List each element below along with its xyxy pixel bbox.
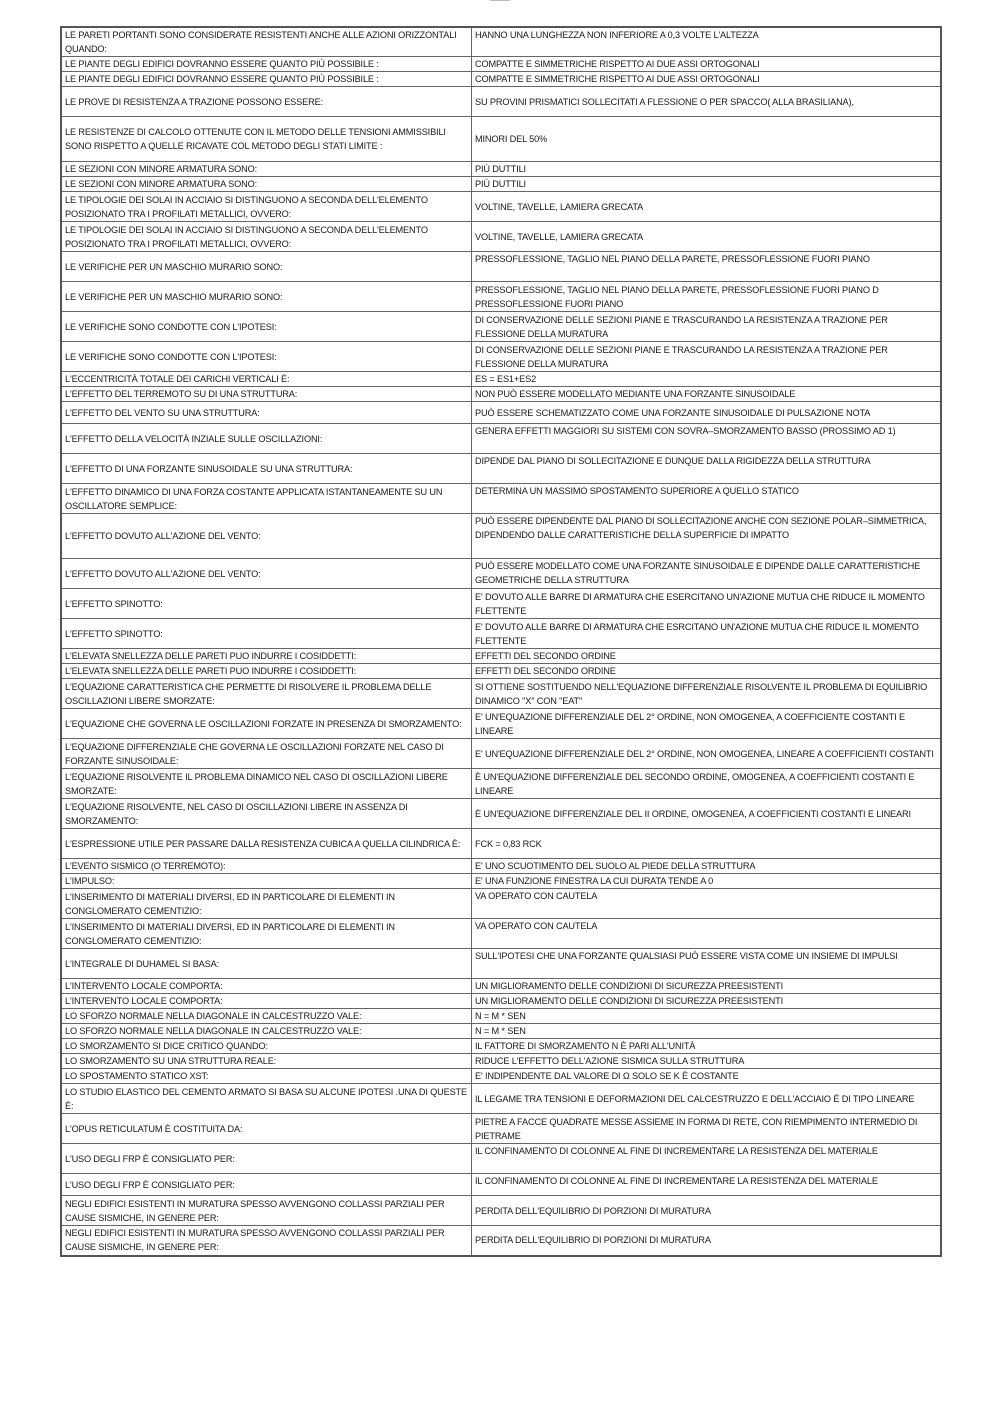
- table-row: [61, 222, 941, 252]
- answer-cell: E' INDIPENDENTE DAL VALORE DI Ω SOLO SE K È COSTANTE: [472, 1069, 942, 1084]
- question-cell: L'INTEGRALE DI DUHAMEL SI BASA:: [61, 949, 472, 979]
- table-row: [61, 312, 941, 342]
- table-row: [61, 769, 941, 799]
- question-cell: L'ELEVATA SNELLEZZA DELLE PARETI PUO INDURRE I COSIDDETTI:: [61, 649, 472, 664]
- table-row: [61, 177, 941, 192]
- table-row: [61, 1039, 941, 1054]
- table-row: [61, 859, 941, 874]
- table-row: [61, 649, 941, 664]
- answer-cell: HANNO UNA LUNGHEZZA NON INFERIORE A 0,3 VOLTE L'ALTEZZA: [472, 27, 942, 57]
- question-cell: L'ESPRESSIONE UTILE PER PASSARE DALLA RESISTENZA CUBICA A QUELLA CILINDRICA È:: [61, 829, 472, 859]
- question-cell: NEGLI EDIFICI ESISTENTI IN MURATURA SPESSO AVVENGONO COLLASSI PARZIALI PER CAUSE SISMICHE, IN GENERE PER:: [61, 1196, 472, 1226]
- answer-cell: VOLTINE, TAVELLE, LAMIERA GRECATA: [472, 222, 942, 252]
- table-row: [61, 282, 941, 312]
- table-row: [61, 372, 941, 387]
- answer-cell: PRESSOFLESSIONE, TAGLIO NEL PIANO DELLA PARETE, PRESSOFLESSIONE FUORI PIANO: [472, 252, 942, 282]
- table-row: [61, 739, 941, 769]
- question-cell: L'INSERIMENTO DI MATERIALI DIVERSI, ED IN PARTICOLARE DI ELEMENTI IN CONGLOMERATO CEMENTIZIO:: [61, 889, 472, 919]
- answer-cell: SULL'IPOTESI CHE UNA FORZANTE QUALSIASI PUÒ ESSERE VISTA COME UN INSIEME DI IMPULSI: [472, 949, 942, 979]
- table-row: [61, 589, 941, 619]
- question-cell: L'EFFETTO DOVUTO ALL'AZIONE DEL VENTO:: [61, 514, 472, 559]
- answer-cell: IL FATTORE DI SMORZAMENTO N È PARI ALL'UNITÀ: [472, 1039, 942, 1054]
- question-cell: LE SEZIONI CON MINORE ARMATURA SONO:: [61, 162, 472, 177]
- question-cell: L'EFFETTO SPINOTTO:: [61, 589, 472, 619]
- table-row: [61, 72, 941, 87]
- table-row: [61, 484, 941, 514]
- table-row: [61, 57, 941, 72]
- question-cell: L'IMPULSO:: [61, 874, 472, 889]
- question-cell: L'EFFETTO DEL VENTO SU UNA STRUTTURA:: [61, 402, 472, 424]
- question-cell: LO STUDIO ELASTICO DEL CEMENTO ARMATO SI BASA SU ALCUNE IPOTESI .UNA DI QUESTE È:: [61, 1084, 472, 1114]
- table-row: [61, 424, 941, 454]
- question-cell: L'EQUAZIONE DIFFERENZIALE CHE GOVERNA LE OSCILLAZIONI FORZATE NEL CASO DI FORZANTE SINUSOIDALE:: [61, 739, 472, 769]
- question-cell: L'EQUAZIONE CARATTERISTICA CHE PERMETTE DI RISOLVERE IL PROBLEMA DELLE OSCILLAZIONI LIBERE SMORZATE:: [61, 679, 472, 709]
- table-row: [61, 709, 941, 739]
- question-cell: LO SMORZAMENTO SI DICE CRITICO QUANDO:: [61, 1039, 472, 1054]
- answer-cell: PERDITA DELL'EQUILIBRIO DI PORZIONI DI MURATURA: [472, 1196, 942, 1226]
- answer-cell: DI CONSERVAZIONE DELLE SEZIONI PIANE E TRASCURANDO LA RESISTENZA A TRAZIONE PER FLESSIONE DELLA MURATURA: [472, 342, 942, 372]
- answer-cell: ES = ES1+ES2: [472, 372, 942, 387]
- question-cell: L'USO DEGLI FRP È CONSIGLIATO PER:: [61, 1144, 472, 1174]
- answer-cell: UN MIGLIORAMENTO DELLE CONDIZIONI DI SICUREZZA PREESISTENTI: [472, 979, 942, 994]
- answer-cell: MINORI DEL 50%: [472, 117, 942, 162]
- answer-cell: È UN'EQUAZIONE DIFFERENZIALE DEL SECONDO ORDINE, OMOGENEA, A COEFFICIENTI COSTANTI E LINEARE: [472, 769, 942, 799]
- table-row: [61, 1054, 941, 1069]
- answer-cell: SU PROVINI PRISMATICI SOLLECITATI A FLESSIONE O PER SPACCO( ALLA BRASILIANA),: [472, 87, 942, 117]
- table-row: [61, 1174, 941, 1196]
- answer-cell: PIETRE A FACCE QUADRATE MESSE ASSIEME IN FORMA DI RETE, CON RIEMPIMENTO INTERMEDIO DI PIETRAME: [472, 1114, 942, 1144]
- table-row: [61, 252, 941, 282]
- page-header-mark: [490, 0, 510, 4]
- question-cell: L'EFFETTO DINAMICO DI UNA FORZA COSTANTE APPLICATA ISTANTANEAMENTE SU UN OSCILLATORE SEMPLICE:: [61, 484, 472, 514]
- table-row: [61, 1024, 941, 1039]
- table-row: [61, 979, 941, 994]
- table-row: [61, 619, 941, 649]
- answer-cell: E' UNO SCUOTIMENTO DEL SUOLO AL PIEDE DELLA STRUTTURA: [472, 859, 942, 874]
- question-cell: LE SEZIONI CON MINORE ARMATURA SONO:: [61, 177, 472, 192]
- answer-cell: PIÙ DUTTILI: [472, 162, 942, 177]
- table-row: [61, 1114, 941, 1144]
- question-cell: L'ECCENTRICITÀ TOTALE DEI CARICHI VERTICALI È:: [61, 372, 472, 387]
- question-cell: L'EQUAZIONE CHE GOVERNA LE OSCILLAZIONI FORZATE IN PRESENZA DI SMORZAMENTO:: [61, 709, 472, 739]
- question-cell: LE TIPOLOGIE DEI SOLAI IN ACCIAIO SI DISTINGUONO A SECONDA DELL'ELEMENTO POSIZIONATO TRA I PROFILATI METALLICI, OVVERO:: [61, 192, 472, 222]
- answer-cell: IL CONFINAMENTO DI COLONNE AL FINE DI INCREMENTARE LA RESISTENZA DEL MATERIALE: [472, 1174, 942, 1196]
- table-row: [61, 1084, 941, 1114]
- answer-cell: COMPATTE E SIMMETRICHE RISPETTO AI DUE ASSI ORTOGONALI: [472, 72, 942, 87]
- question-cell: LE PROVE DI RESISTENZA A TRAZIONE POSSONO ESSERE:: [61, 87, 472, 117]
- answer-cell: PUÒ ESSERE SCHEMATIZZATO COME UNA FORZANTE SINUSOIDALE DI PULSAZIONE NOTA: [472, 402, 942, 424]
- answer-cell: GENERA EFFETTI MAGGIORI SU SISTEMI CON SOVRA–SMORZAMENTO BASSO (PROSSIMO AD 1): [472, 424, 942, 454]
- table-row: [61, 454, 941, 484]
- question-cell: LE PIANTE DEGLI EDIFICI DOVRANNO ESSERE QUANTO PIÙ POSSIBILE :: [61, 57, 472, 72]
- answer-cell: COMPATTE E SIMMETRICHE RISPETTO AI DUE ASSI ORTOGONALI: [472, 57, 942, 72]
- answer-cell: E' UN'EQUAZIONE DIFFERENZIALE DEL 2° ORDINE, NON OMOGENEA, LINEARE A COEFFICIENTI COSTANTI: [472, 739, 942, 769]
- answer-cell: EFFETTI DEL SECONDO ORDINE: [472, 664, 942, 679]
- table-row: [61, 342, 941, 372]
- answer-cell: RIDUCE L'EFFETTO DELL'AZIONE SISMICA SULLA STRUTTURA: [472, 1054, 942, 1069]
- answer-cell: DETERMINA UN MASSIMO SPOSTAMENTO SUPERIORE A QUELLO STATICO: [472, 484, 942, 514]
- table-row: [61, 1069, 941, 1084]
- table-row: [61, 514, 941, 559]
- answer-cell: EFFETTI DEL SECONDO ORDINE: [472, 649, 942, 664]
- table-row: [61, 664, 941, 679]
- question-cell: L'EFFETTO DELLA VELOCITÀ INZIALE SULLE OSCILLAZIONI:: [61, 424, 472, 454]
- question-cell: LO SFORZO NORMALE NELLA DIAGONALE IN CALCESTRUZZO VALE:: [61, 1024, 472, 1039]
- table-row: [61, 994, 941, 1009]
- answer-cell: NON PUÒ ESSERE MODELLATO MEDIANTE UNA FORZANTE SINUSOIDALE: [472, 387, 942, 402]
- answer-cell: PUÒ ESSERE DIPENDENTE DAL PIANO DI SOLLECITAZIONE ANCHE CON SEZIONE POLAR–SIMMETRICA, DIPENDENDO DALLE CARATTERISTICHE DELLA SUPERFICIE DI IMPATTO: [472, 514, 942, 559]
- question-cell: LO SFORZO NORMALE NELLA DIAGONALE IN CALCESTRUZZO VALE:: [61, 1009, 472, 1024]
- answer-cell: N = M * SEN: [472, 1024, 942, 1039]
- table-row: [61, 402, 941, 424]
- question-cell: L'OPUS RETICULATUM È COSTITUITA DA:: [61, 1114, 472, 1144]
- question-cell: L'INSERIMENTO DI MATERIALI DIVERSI, ED IN PARTICOLARE DI ELEMENTI IN CONGLOMERATO CEMENTIZIO:: [61, 919, 472, 949]
- question-cell: LE VERIFICHE PER UN MASCHIO MURARIO SONO:: [61, 252, 472, 282]
- answer-cell: PIÙ DUTTILI: [472, 177, 942, 192]
- question-cell: LE PIANTE DEGLI EDIFICI DOVRANNO ESSERE QUANTO PIÙ POSSIBILE :: [61, 72, 472, 87]
- table-row: [61, 1144, 941, 1174]
- table-row: [61, 829, 941, 859]
- answer-cell: UN MIGLIORAMENTO DELLE CONDIZIONI DI SICUREZZA PREESISTENTI: [472, 994, 942, 1009]
- answer-cell: PRESSOFLESSIONE, TAGLIO NEL PIANO DELLA PARETE, PRESSOFLESSIONE FUORI PIANO D PRESSOFLESSIONE FUORI PIANO: [472, 282, 942, 312]
- question-cell: LE PARETI PORTANTI SONO CONSIDERATE RESISTENTI ANCHE ALLE AZIONI ORIZZONTALI QUANDO:: [61, 27, 472, 57]
- table-row: [61, 1226, 941, 1256]
- table-row: [61, 559, 941, 589]
- question-cell: NEGLI EDIFICI ESISTENTI IN MURATURA SPESSO AVVENGONO COLLASSI PARZIALI PER CAUSE SISMICHE, IN GENERE PER:: [61, 1226, 472, 1256]
- table-row: [61, 919, 941, 949]
- answer-cell: È UN'EQUAZIONE DIFFERENZIALE DEL II ORDINE, OMOGENEA, A COEFFICIENTI COSTANTI E LINEARI: [472, 799, 942, 829]
- table-row: [61, 87, 941, 117]
- question-cell: L'USO DEGLI FRP È CONSIGLIATO PER:: [61, 1174, 472, 1196]
- question-cell: L'EQUAZIONE RISOLVENTE IL PROBLEMA DINAMICO NEL CASO DI OSCILLAZIONI LIBERE SMORZATE:: [61, 769, 472, 799]
- question-cell: L'EFFETTO SPINOTTO:: [61, 619, 472, 649]
- question-cell: LE VERIFICHE SONO CONDOTTE CON L'IPOTESI:: [61, 342, 472, 372]
- table-row: [61, 162, 941, 177]
- question-cell: L'EFFETTO DI UNA FORZANTE SINUSOIDALE SU UNA STRUTTURA:: [61, 454, 472, 484]
- question-cell: LE VERIFICHE PER UN MASCHIO MURARIO SONO:: [61, 282, 472, 312]
- answer-cell: PUÒ ESSERE MODELLATO COME UNA FORZANTE SINUSOIDALE E DIPENDE DALLE CARATTERISTICHE GEOMETRICHE DELLA STRUTTURA: [472, 559, 942, 589]
- question-cell: L'ELEVATA SNELLEZZA DELLE PARETI PUO INDURRE I COSIDDETTI:: [61, 664, 472, 679]
- table-row: [61, 889, 941, 919]
- question-cell: LE TIPOLOGIE DEI SOLAI IN ACCIAIO SI DISTINGUONO A SECONDA DELL'ELEMENTO POSIZIONATO TRA I PROFILATI METALLICI, OVVERO:: [61, 222, 472, 252]
- table-row: [61, 117, 941, 162]
- table-row: [61, 27, 941, 57]
- answer-cell: DI CONSERVAZIONE DELLE SEZIONI PIANE E TRASCURANDO LA RESISTENZA A TRAZIONE PER FLESSIONE DELLA MURATURA: [472, 312, 942, 342]
- question-cell: L'EFFETTO DOVUTO ALL'AZIONE DEL VENTO:: [61, 559, 472, 589]
- answer-cell: E' UNA FUNZIONE FINESTRA LA CUI DURATA TENDE A 0: [472, 874, 942, 889]
- question-cell: L'INTERVENTO LOCALE COMPORTA:: [61, 994, 472, 1009]
- answer-cell: DIPENDE DAL PIANO DI SOLLECITAZIONE E DUNQUE DALLA RIGIDEZZA DELLA STRUTTURA: [472, 454, 942, 484]
- question-cell: LO SPOSTAMENTO STATICO XST:: [61, 1069, 472, 1084]
- qa-table: [60, 26, 942, 1257]
- table-row: [61, 1196, 941, 1226]
- question-cell: LE RESISTENZE DI CALCOLO OTTENUTE CON IL METODO DELLE TENSIONI AMMISSIBILI SONO RISPETTO A QUELLE RICAVATE COL METODO DEGLI STATI LIMITE :: [61, 117, 472, 162]
- question-cell: L'EFFETTO DEL TERREMOTO SU DI UNA STRUTTURA:: [61, 387, 472, 402]
- answer-cell: IL LEGAME TRA TENSIONI E DEFORMAZIONI DEL CALCESTRUZZO E DELL'ACCIAIO È DI TIPO LINEARE: [472, 1084, 942, 1114]
- answer-cell: VA OPERATO CON CAUTELA: [472, 889, 942, 919]
- answer-cell: E' DOVUTO ALLE BARRE DI ARMATURA CHE ESRCITANO UN'AZIONE MUTUA CHE RIDUCE IL MOMENTO FLETTENTE: [472, 619, 942, 649]
- question-cell: L'EVENTO SISMICO (O TERREMOTO):: [61, 859, 472, 874]
- answer-cell: VOLTINE, TAVELLE, LAMIERA GRECATA: [472, 192, 942, 222]
- answer-cell: FCK = 0,83 RCK: [472, 829, 942, 859]
- question-cell: L'INTERVENTO LOCALE COMPORTA:: [61, 979, 472, 994]
- qa-table-body: [61, 27, 941, 1256]
- table-row: [61, 1009, 941, 1024]
- answer-cell: PERDITA DELL'EQUILIBRIO DI PORZIONI DI MURATURA: [472, 1226, 942, 1256]
- answer-cell: VA OPERATO CON CAUTELA: [472, 919, 942, 949]
- answer-cell: SI OTTIENE SOSTITUENDO NELL'EQUAZIONE DIFFERENZIALE RISOLVENTE IL PROBLEMA DI EQUILIBRIO DINAMICO "X" CON "EAT": [472, 679, 942, 709]
- question-cell: LO SMORZAMENTO SU UNA STRUTTURA REALE:: [61, 1054, 472, 1069]
- answer-cell: IL CONFINAMENTO DI COLONNE AL FINE DI INCREMENTARE LA RESISTENZA DEL MATERIALE: [472, 1144, 942, 1174]
- table-row: [61, 799, 941, 829]
- table-row: [61, 679, 941, 709]
- question-cell: L'EQUAZIONE RISOLVENTE, NEL CASO DI OSCILLAZIONI LIBERE IN ASSENZA DI SMORZAMENTO:: [61, 799, 472, 829]
- answer-cell: N = M * SEN: [472, 1009, 942, 1024]
- question-cell: LE VERIFICHE SONO CONDOTTE CON L'IPOTESI:: [61, 312, 472, 342]
- table-row: [61, 874, 941, 889]
- answer-cell: E' DOVUTO ALLE BARRE DI ARMATURA CHE ESERCITANO UN'AZIONE MUTUA CHE RIDUCE IL MOMENTO FLETTENTE: [472, 589, 942, 619]
- table-row: [61, 192, 941, 222]
- table-row: [61, 387, 941, 402]
- table-row: [61, 949, 941, 979]
- answer-cell: E' UN'EQUAZIONE DIFFERENZIALE DEL 2° ORDINE, NON OMOGENEA, A COEFFICIENTE COSTANTI E LINEARE: [472, 709, 942, 739]
